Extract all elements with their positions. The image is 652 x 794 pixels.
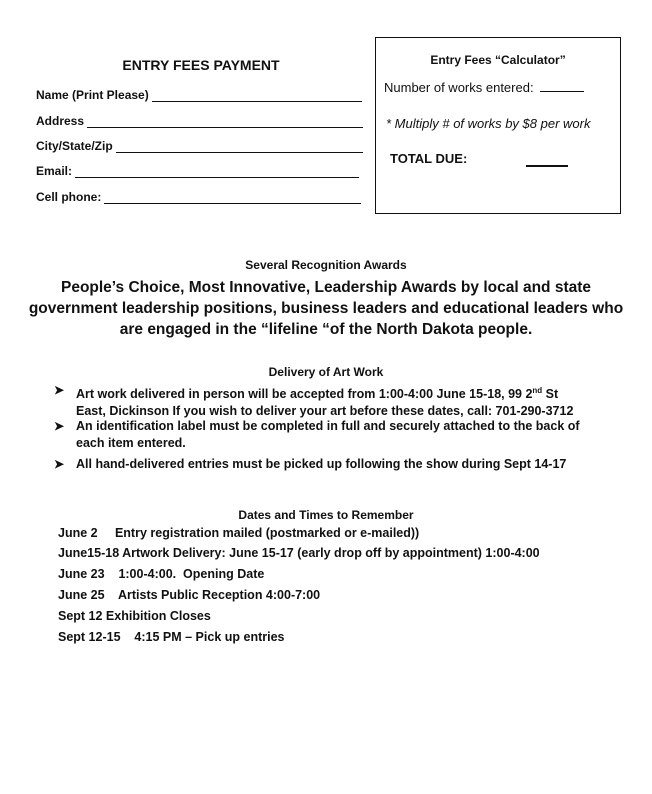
cell-phone-field[interactable] xyxy=(36,190,361,204)
date-item: June15-18 Artwork Delivery: June 15-17 (early drop off by appointment) 1:00-4:00 xyxy=(58,546,540,560)
awards-line: are engaged in the “lifeline “of the North Dakota people. xyxy=(119,321,533,338)
works-entered-label: Number of works entered: xyxy=(384,80,534,95)
address-label: Address xyxy=(36,114,85,128)
cell-phone-blank-line[interactable] xyxy=(104,191,361,204)
city-state-zip-label: City/State/Zip xyxy=(36,139,113,153)
works-entered-blank[interactable] xyxy=(540,80,584,92)
date-item: Sept 12 Exhibition Closes xyxy=(58,609,211,623)
arrow-bullet-icon: ➤ xyxy=(54,419,65,433)
address-field[interactable] xyxy=(36,114,363,128)
city-state-zip-blank-line[interactable] xyxy=(116,140,363,153)
awards-line: People’s Choice, Most Innovative, Leadership Awards by local and state xyxy=(60,279,592,296)
date-item: Sept 12-15 4:15 PM – Pick up entries xyxy=(58,630,285,644)
dates-heading: Dates and Times to Remember xyxy=(238,508,414,522)
delivery-item: ➤ Art work delivered in person will be accepted from 1:00-4:00 June 15-18, 99 2nd St East, Dickinson If you wish to deliver your art before these dates, call: 701-290-3712 xyxy=(54,383,574,419)
works-entered-row xyxy=(384,80,584,95)
fees-calculator-box xyxy=(375,37,621,214)
name-label: Name (Print Please) xyxy=(36,88,149,102)
total-due-blank[interactable] xyxy=(526,153,568,167)
form-title: ENTRY FEES PAYMENT xyxy=(122,57,280,73)
address-blank-line[interactable] xyxy=(87,115,363,128)
date-item: June 2 Entry registration mailed (postmarked or e-mailed)) xyxy=(58,526,420,540)
delivery-heading: Delivery of Art Work xyxy=(268,365,384,379)
delivery-item: ➤ All hand-delivered entries must be picked up following the show during Sept 14-17 xyxy=(54,457,567,471)
name-field[interactable] xyxy=(36,88,362,102)
name-blank-line[interactable] xyxy=(152,89,362,102)
arrow-bullet-icon: ➤ xyxy=(54,457,65,471)
delivery-item: ➤ An identification label must be completed in full and securely attached to the back of each item entered. xyxy=(54,419,580,450)
awards-heading: Several Recognition Awards xyxy=(245,258,407,272)
date-item: June 25 Artists Public Reception 4:00-7:00 xyxy=(58,588,321,602)
arrow-bullet-icon: ➤ xyxy=(54,383,65,397)
email-blank-line[interactable] xyxy=(75,165,359,178)
email-label: Email: xyxy=(36,164,73,178)
city-state-zip-field[interactable] xyxy=(36,139,363,153)
total-due-label: TOTAL DUE: xyxy=(390,151,468,166)
calculator-note: * Multiply # of works by $8 per work xyxy=(386,116,591,131)
awards-line: government leadership positions, business leaders and educational leaders who xyxy=(28,300,624,317)
date-item: June 23 1:00-4:00. Opening Date xyxy=(58,567,265,581)
email-field[interactable] xyxy=(36,164,359,178)
cell-phone-label: Cell phone: xyxy=(36,190,102,204)
calculator-title: Entry Fees “Calculator” xyxy=(430,53,566,67)
